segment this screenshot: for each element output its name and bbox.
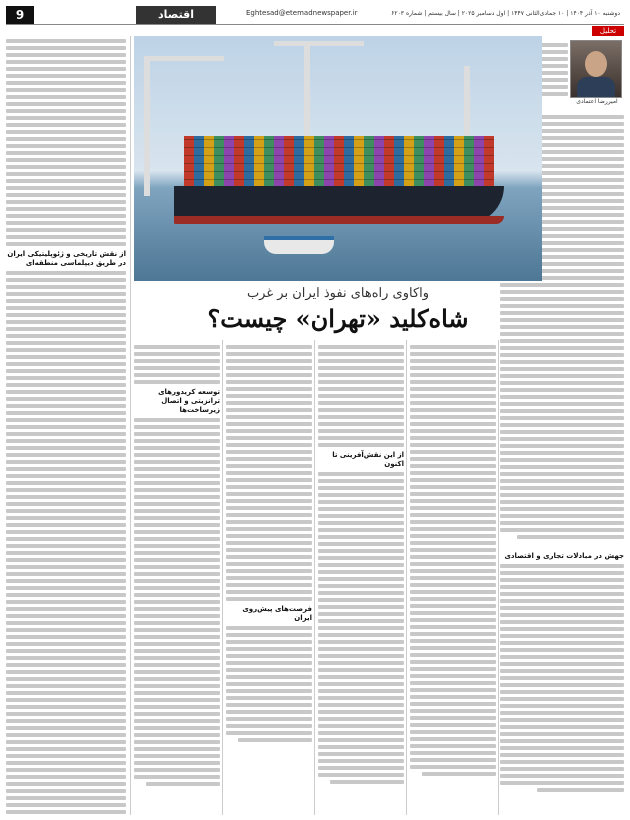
article-column-3 [318,342,404,814]
subhead-trade: جهش در مبادلات تجاری و اقتصادی [504,552,624,560]
issue-dateline: دوشنبه ۱۰ آذر ۱۴۰۴ | ۱۰ جمادی‌الثانی ۱۴۴۷ | اول دسامبر ۲۰۲۵ | سال بیستم | شماره ۶۲۰۳ [391,10,620,17]
subhead-transit: از این نقش‌آفرینی تا اکنون [332,451,404,468]
article-kicker: واکاوی راه‌های نفوذ ایران بر غرب [246,286,430,301]
cargo-ship-photo [134,36,542,281]
article-column-1-bottom [500,548,624,814]
section-title: اقتصاد [136,6,216,24]
page-header [6,6,624,25]
article-column-4 [226,342,312,814]
section-email: Eghtesad@etemadnewspaper.ir [246,9,358,17]
subhead-opportunities: فرصت‌های پیش‌روی ایران [242,605,312,622]
page-number: 9 [6,6,34,24]
author-name: امیررضا اعتمادی [576,98,618,105]
subhead-history: از نقش تاریخی و ژئوپلیتیکی ایران در طریق دیپلماسی منطقه‌ای [7,250,126,267]
author-photo [570,40,622,98]
article-column-6 [6,36,126,814]
rubric-label: تحلیل [592,26,624,36]
subhead-corridors: توسعه کریدورهای ترانزیتی و اتصال زیرساخت‌ها [158,388,220,414]
article-column-2 [410,342,496,814]
article-headline: شاه‌کلید «تهران» چیست؟ [207,304,469,333]
article-column-5 [134,342,220,814]
